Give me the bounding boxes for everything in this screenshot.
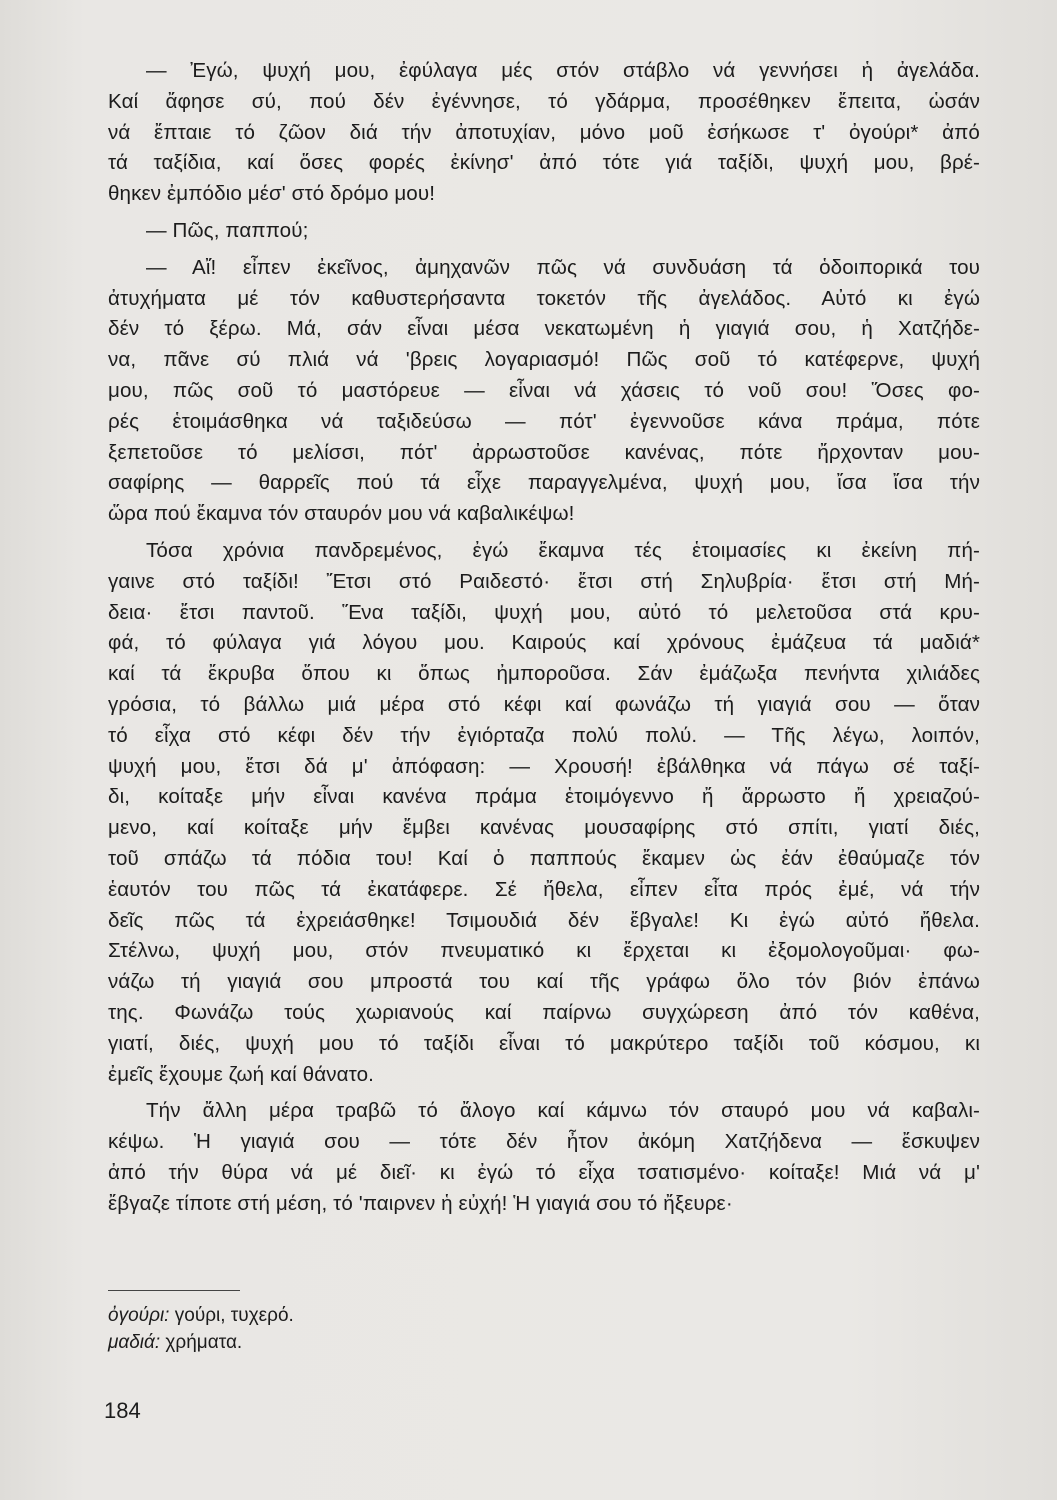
text-line: ὥρα πού ἔκαμνα τόν σταυρόν μου νά καβαλικέψω!	[108, 502, 575, 526]
footnote	[108, 1329, 294, 1356]
text-line: ἔβγαζε τίποτε στή μέση, τό 'παιρνεν ἡ εὐχή! Ἡ γιαγιά σου τό ἤξευρε·	[108, 1191, 733, 1215]
text-line: — Ἐγώ, ψυχή μου, ἐφύλαγα μές στόν στάβλο νά γεννήσει ἡ ἀγελάδα.	[146, 59, 980, 82]
text-line: Τόσα χρόνια πανδρεμένος, ἐγώ ἔκαμνα τές ἑτοιμασίες κι ἐκείνη πή-	[146, 538, 980, 562]
text-line: — Πῶς, παππού;	[146, 218, 309, 242]
paragraph	[108, 1096, 980, 1219]
text-line: μενο, καί κοίταξε μήν ἔμβει κανένας μουσαφίρης στό σπίτι, γιατί διές,	[108, 816, 980, 840]
footnotes	[108, 1302, 294, 1356]
text-line: ἀτυχήματα μέ τόν καθυστερήσαντα τοκετόν τῆς ἀγελάδος. Αὐτό κι ἐγώ	[108, 286, 980, 310]
footnote-definition: χρήματα.	[165, 1332, 243, 1353]
text-line: να, πᾶνε σύ πλιά νά 'βρεις λογαριασμό! Πῶς σοῦ τό κατέφερνε, ψυχή	[108, 348, 980, 372]
text-line: δεια· ἔτσι παντοῦ. Ἕνα ταξίδι, ψυχή μου, αὐτό τό μελετοῦσα στά κρυ-	[108, 600, 980, 624]
text-line: μου, πῶς σοῦ τό μαστόρευε — εἶναι νά χάσεις τό νοῦ σου! Ὅσες φο-	[108, 378, 980, 402]
footnote-definition: γούρι, τυχερό.	[174, 1305, 294, 1326]
text-line: γιατί, διές, ψυχή μου τό ταξίδι εἶναι τό μακρύτερο ταξίδι τοῦ κόσμου, κι	[108, 1031, 980, 1055]
text-line: ἑαυτόν του πῶς τά ἐκατάφερε. Σέ ἤθελα, εἶπεν εἶτα πρός ἐμέ, νά τήν	[108, 877, 980, 901]
text-line: τοῦ σπάζω τά πόδια του! Καί ὁ παππούς ἔκαμεν ὡς ἐάν ἐθαύμαζε τόν	[108, 846, 980, 870]
text-line: γρόσια, τό βάλλω μιά μέρα στό κέφι καί φωνάζω τή γιαγιά σου — ὅταν	[108, 692, 980, 716]
footnote-term: ὀγούρι:	[108, 1305, 170, 1326]
text-line: νάζω τή γιαγιά σου μπροστά του καί τῆς γράφω ὅλο τόν βιόν ἐπάνω	[108, 970, 980, 994]
paragraph	[108, 216, 980, 247]
text-line: Στέλνω, ψυχή μου, στόν πνευματικό κι ἔρχεται κι ἐξομολογοῦμαι· φω-	[108, 939, 980, 963]
paragraph	[108, 536, 980, 1090]
text-line: ρές ἑτοιμάσθηκα νά ταξιδεύσω — πότ' ἐγεννοῦσε κάνα πράμα, πότε	[108, 409, 980, 433]
footnote-term: μαδιά:	[108, 1332, 161, 1353]
paragraph	[108, 56, 980, 210]
text-line: Καί ἄφησε σύ, πού δέν ἐγέννησε, τό γδάρμα, προσέθηκεν ἔπειτα, ὡσάν	[108, 89, 980, 113]
text-line: κέψω. Ἡ γιαγιά σου — τότε δέν ἦτον ἀκόμη Χατζήδενα — ἔσκυψεν	[108, 1130, 980, 1154]
text-line: τά ταξίδια, καί ὅσες φορές ἐκίνησ' ἀπό τότε γιά ταξίδι, ψυχή μου, βρέ-	[108, 151, 980, 175]
text-line: νά ἔπταιε τό ζῶον διά τήν ἀποτυχίαν, μόνο μοῦ ἐσήκωσε τ' ὀγούρι* ἀπό	[108, 120, 980, 144]
text-line: τό εἶχα στό κέφι δέν τήν ἐγιόρταζα πολύ πολύ. — Τῆς λέγω, λοιπόν,	[108, 723, 980, 747]
text-line: δεῖς πῶς τά ἐχρειάσθηκε! Τσιμουδιά δέν ἔβγαλε! Κι ἐγώ αὐτό ἤθελα.	[108, 908, 980, 932]
body-text	[108, 56, 980, 1219]
text-line: θηκεν ἐμπόδιο μέσ' στό δρόμο μου!	[108, 182, 436, 206]
text-line: — Αἴ! εἶπεν ἐκεῖνος, ἀμηχανῶν πῶς νά συνδυάση τά ὁδοιπορικά του	[146, 255, 980, 279]
text-line: καί τά ἔκρυβα ὅπου κι ὅπως ἠμποροῦσα. Σάν ἐμάζωξα πενήντα χιλιάδες	[108, 662, 980, 686]
text-line: δέν τό ξέρω. Μά, σάν εἶναι μέσα νεκατωμένη ἡ γιαγιά σου, ἡ Χατζήδε-	[108, 317, 980, 341]
text-line: φά, τό φύλαγα γιά λόγου μου. Καιρούς καί χρόνους ἐμάζευα τά μαδιά*	[108, 631, 980, 655]
text-line: γαινε στό ταξίδι! Ἔτσι στό Ραιδεστό· ἔτσι στή Σηλυβρία· ἔτσι στή Μή-	[108, 569, 980, 593]
text-line: ἐμεῖς ἔχουμε ζωή καί θάνατο.	[108, 1062, 374, 1086]
text-line: ξεπετοῦσε τό μελίσσι, πότ' ἀρρωστοῦσε κανένας, πότε ἤρχονταν μου-	[108, 440, 980, 464]
paragraph	[108, 253, 980, 530]
text-line: δι, κοίταξε μήν εἶναι κανένα πράμα ἑτοιμόγεννο ἤ ἄρρωστο ἤ χρειαζού-	[108, 785, 980, 809]
footnote	[108, 1302, 294, 1329]
text-line: Τήν ἄλλη μέρα τραβῶ τό ἄλογο καί κάμνω τόν σταυρό μου νά καβαλι-	[146, 1099, 980, 1123]
text-line: ἀπό τήν θύρα νά μέ διεῖ· κι ἐγώ τό εἶχα τσατισμένο· κοίταξε! Μιά νά μ'	[108, 1160, 980, 1184]
page-number: 184	[104, 1398, 141, 1423]
text-line: σαφίρης — θαρρεῖς πού τά εἶχε παραγγελμένα, ψυχή μου, ἴσα ἴσα τήν	[108, 471, 980, 495]
footnote-rule	[108, 1290, 240, 1291]
text-line: της. Φωνάζω τούς χωριανούς καί παίρνω συγχώρεση ἀπό τόν καθένα,	[108, 1000, 980, 1024]
text-line: ψυχή μου, ἔτσι δά μ' ἀπόφαση: — Χρουσή! ἐβάλθηκα νά πάγω σέ ταξί-	[108, 754, 980, 778]
